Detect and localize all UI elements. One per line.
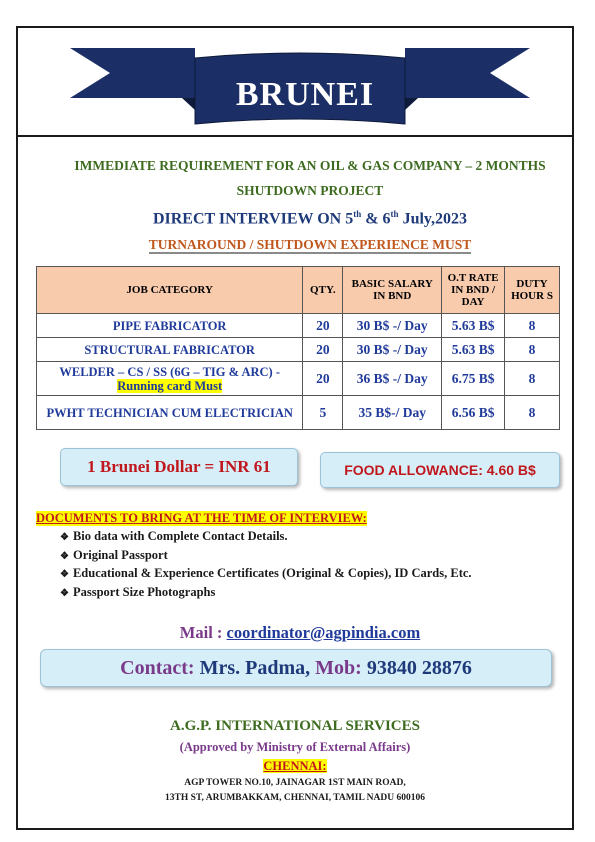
job-qty: 20	[303, 362, 343, 396]
currency-rate-box: 1 Brunei Dollar = INR 61	[60, 448, 298, 486]
header-duty-hours: DUTY HOUR S	[505, 267, 560, 314]
approval-note: (Approved by Ministry of External Affairs)	[179, 740, 411, 754]
job-duty-hours: 8	[505, 396, 560, 430]
documents-list	[60, 527, 472, 601]
job-table	[36, 266, 560, 430]
job-duty-hours: 8	[505, 338, 560, 362]
job-ot-rate: 6.56 B$	[442, 396, 505, 430]
job-category	[37, 362, 303, 396]
running-card-note: Running card Must	[117, 378, 223, 393]
job-salary: 30 B$ -/ Day	[343, 338, 442, 362]
contact-name: Mrs. Padma	[199, 657, 306, 679]
header-job-category: JOB CATEGORY	[37, 267, 303, 314]
table-header-row	[37, 267, 560, 314]
mail-link[interactable]: coordinator@agpindia.com	[226, 623, 421, 642]
ribbon-right-tail	[405, 48, 530, 98]
job-ot-rate: 6.75 B$	[442, 362, 505, 396]
header-divider	[16, 135, 574, 137]
contact-box: Contact: Mrs. Padma, Mob: 93840 28876	[40, 649, 552, 687]
job-salary: 36 B$ -/ Day	[343, 362, 442, 396]
job-qty: 20	[303, 338, 343, 362]
ribbon-left-tail	[70, 48, 195, 98]
job-qty: 20	[303, 314, 343, 338]
address-line-2: 13TH ST, ARUMBAKKAM, CHENNAI, TAMIL NADU 600106	[165, 793, 425, 803]
job-category: PIPE FABRICATOR	[37, 314, 303, 338]
header-ot-rate: O.T RATE IN BND / DAY	[442, 267, 505, 314]
city-label: CHENNAI:	[263, 759, 327, 773]
documents-heading: DOCUMENTS TO BRING AT THE TIME OF INTERVIEW:	[36, 511, 367, 525]
address-line-1: AGP TOWER NO.10, JAINAGAR 1ST MAIN ROAD,	[184, 778, 406, 788]
mob-label: Mob:	[315, 657, 367, 679]
job-duty-hours: 8	[505, 314, 560, 338]
mail-label: Mail :	[179, 623, 227, 642]
food-allowance-box: FOOD ALLOWANCE: 4.60 B$	[320, 452, 560, 488]
job-category-text: WELDER – CS / SS (6G – TIG & ARC) -	[59, 364, 280, 379]
experience-note: TURNAROUND / SHUTDOWN EXPERIENCE MUST	[148, 237, 472, 252]
job-ot-rate: 5.63 B$	[442, 314, 505, 338]
list-item: ❖ Passport Size Photographs	[60, 583, 472, 602]
job-category: STRUCTURAL FABRICATOR	[37, 338, 303, 362]
table-row	[37, 396, 560, 430]
table-row	[37, 314, 560, 338]
list-item: ❖ Original Passport	[60, 546, 472, 565]
table-row	[37, 338, 560, 362]
header-qty: QTY.	[303, 267, 343, 314]
table-row	[37, 362, 560, 396]
interview-date: DIRECT INTERVIEW ON 5th & 6th July,2023	[152, 209, 468, 228]
headline-requirement: IMMEDIATE REQUIREMENT FOR AN OIL & GAS COMPANY – 2 MONTHS	[74, 158, 546, 173]
company-name: A.G.P. INTERNATIONAL SERVICES	[170, 718, 420, 734]
phone-number: 93840 28876	[366, 657, 472, 679]
contact-label: Contact:	[120, 657, 200, 679]
job-salary: 30 B$ -/ Day	[343, 314, 442, 338]
job-qty: 5	[303, 396, 343, 430]
list-item: ❖ Bio data with Complete Contact Details.	[60, 527, 472, 546]
list-item: ❖ Educational & Experience Certificates (Original & Copies), ID Cards, Etc.	[60, 564, 472, 583]
page-title: BRUNEI	[235, 76, 375, 113]
mail-line	[100, 623, 500, 643]
job-category: PWHT TECHNICIAN CUM ELECTRICIAN	[37, 396, 303, 430]
job-salary: 35 B$-/ Day	[343, 396, 442, 430]
ribbon-left-fold	[182, 98, 195, 110]
job-duty-hours: 8	[505, 362, 560, 396]
job-ot-rate: 5.63 B$	[442, 338, 505, 362]
header-basic-salary: BASIC SALARY IN BND	[343, 267, 442, 314]
headline-project: SHUTDOWN PROJECT	[236, 183, 384, 198]
